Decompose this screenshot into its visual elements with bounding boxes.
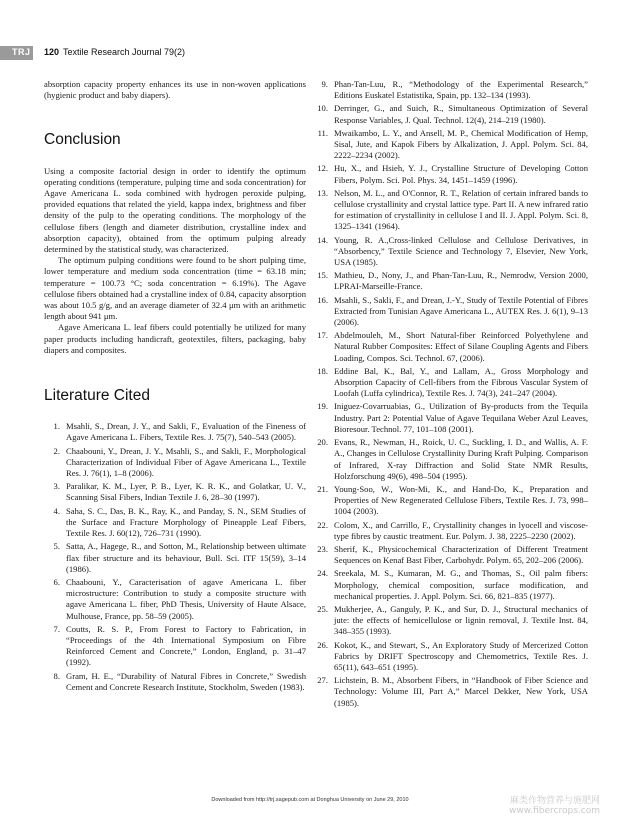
reference-item [44,577,306,622]
watermark [509,796,600,816]
reference-text: Chaabouni, Y., Drean, J. Y., Msahli, S., and Sakli, F., Morphological Characterization of Individual Fiber of Agave Americana L., Textile Res. J. 76(1), 1–8 (2006). [66,445,306,479]
reference-number: 18 . [312,366,328,377]
page-number: 120 [44,47,60,57]
reference-item [312,270,588,292]
reference-number: 12 . [312,163,328,174]
reference-text: Young-Soo, W., Won-Mi, K., and Hand-Do, K., Preparation and Properties of New Regenerated Cellulose Fibers, Textile Res. J. 73, 998–1004 (2003). [334,483,588,517]
reference-number: 14 . [312,235,328,246]
reference-number: 5 . [44,541,60,552]
reference-number: 8 . [44,671,60,682]
watermark-line-1: 麻类作物营养与施肥网 [509,796,600,806]
reference-number: 17 . [312,330,328,341]
reference-item [312,188,588,233]
reference-item [44,446,306,480]
reference-item [312,401,588,435]
download-footer: Downloaded from http://trj.sagepub.com at Donghua University on June 29, 2010 [211,797,409,803]
reference-item [312,128,588,162]
reference-item [312,330,588,364]
reference-item [44,671,306,693]
conclusion-paragraph-1: Using a composite factorial design in order to identify the optimum operating conditions (temperature, pulping time and soda concentration) for Agave Americana L. soda combined with hydrogen peroxide pulping, provided equations that related the yield, kappa index, brightness and fiber density of the pulp to the operating conditions. The morphology of the cellulose fibers (length and diameter distribution, crystalline index and absorption capacity), obtained from the optimum pulping already determined by the statistical study, was characterized. [44,165,306,255]
reference-text: Lichstein, B. M., Absorbent Fibers, in “Handbook of Fiber Science and Technology: Volume III, Part A,” Marcel Dekker, New York, USA (1985). [334,675,588,708]
reference-text: Mwaikambo, L. Y., and Ansell, M. P., Chemical Modification of Hemp, Sisal, Jute, and Kapok Fibers by Alkalization, J. Appl. Polym. Sci. 84, 2222–2234 (2002). [334,127,588,161]
intro-paragraph: absorption capacity property enhances its use in non-woven applications (hygienic product and baby diapers). [44,79,306,101]
reference-text: Satta, A., Hagege, R., and Sotton, M., Relationship between ultimate flax fiber structure and its behaviour, Bull. Sci. ITF 15(59), 3–14 (1986). [66,541,306,574]
reference-text: Colom, X., and Carrillo, F., Crystallinity changes in lyocell and viscose-type fibres by caustic treatment. Eur. Polym. J. 38, 2225–2230 (2002). [334,519,588,541]
reference-item [312,484,588,518]
reference-number: 16 . [312,295,328,306]
reference-text: Msahli, S., Sakli, F., and Drean, J.-Y., Study of Textile Potential of Fibres Extracted from Tunisian Agave Americana L., AUTEX Res. J. 6(1), 9–13 (2006). [334,294,588,328]
reference-text: Sreekala, M. S., Kumaran, M. G., and Thomas, S., Oil palm fibers: Morphology, chemical composition, surface modification, and mechanical properties. J. Appl. Polym. Sci. 66, 821–835 (1977). [334,568,588,601]
reference-list-left [44,421,306,693]
reference-item [312,520,588,542]
reference-number: 21 . [312,484,328,495]
reference-text: Paralikar, K. M., Lyer, P. B., Lyer, K. R. K., and Golatkar, U. V., Scanning Sisal Fibers, Indian Textile J. 6, 28–30 (1997). [66,481,306,503]
reference-number: 7 . [44,624,60,635]
reference-text: Derringer, G., and Suich, R., Simultaneous Optimization of Several Response Variables, J. Qual. Technol. 12(4), 214–219 (1980). [334,103,588,125]
literature-heading: Literature Cited [44,387,150,405]
reference-number: 19 . [312,401,328,412]
reference-item [312,295,588,329]
reference-item [312,437,588,482]
reference-item [312,604,588,638]
reference-text: Phan-Tan-Luu, R., “Methodology of the Experimental Research,” Editions Euskatel Estatistika, Spain, pp. 132–134 (1993). [334,79,588,101]
reference-text: Kokot, K., and Stewart, S., An Exploratory Study of Mercerized Cotton Fabrics by DRIFT Spectroscopy and Chemometrics, Textile Res. J. 65(11), 643–651 (1995). [334,639,588,672]
reference-item [312,103,588,125]
reference-text: Iniguez-Covarruabias, G., Utilization of By-products from the Tequila Industry. Part 2: Potential Value of Agave Tequilana Weber Azul Leaves, Bioresour. Technol. 77, 101–108 (2001). [334,401,588,434]
reference-text: Eddine Bal, K., Bal, Y., and Lallam, A., Gross Morphology and Absorption Capacity of Cell-fibers from the Fibrous Vascular System of Loofah (Luffa cylindrica), Textile Res. J. 74(3), 241–247 (2004). [334,365,588,399]
reference-text: Mukherjee, A., Ganguly, P. K., and Sur, D. J., Structural mechanics of jute: the effects of hemicellulose or lignin removal, J. Textile Inst. 84, 348–355 (1993). [334,603,588,637]
reference-text: Gram, H. E., “Durability of Natural Fibres in Concrete,” Swedish Cement and Concrete Research Institute, Stockholm, Sweden (1983). [66,670,306,692]
reference-text: Chaabouni, Y., Caracterisation of agave Americana L. fiber microstructure: Contribution to study a composite structure with agave Americana L. fiber, PhD Thesis, University of Haute Alsace, Mulhouse, France, pp. 58–59 (2005). [66,576,306,621]
reference-text: Sherif, K., Physicochemical Characterization of Different Treatment Sequences on Kenaf Bast Fiber, Carbohydr. Polym. 65, 202–206 (2006). [334,543,588,566]
reference-item [44,421,306,443]
reference-item [312,675,588,709]
left-column [44,79,306,695]
reference-item [44,541,306,575]
reference-list-right [312,79,588,709]
reference-item [44,481,306,503]
reference-item [312,235,588,269]
reference-number: 4 . [44,506,60,517]
reference-item [312,366,588,400]
reference-item [312,568,588,602]
reference-item [312,640,588,674]
journal-code: TRJ [12,47,31,57]
reference-number: 25 . [312,604,328,615]
reference-number: 13 . [312,188,328,199]
reference-number: 23 . [312,544,328,555]
watermark-line-2: www.fibercrops.com [509,806,600,816]
reference-item [44,624,306,669]
reference-number: 10 . [312,103,328,114]
reference-number: 11 . [312,128,328,139]
conclusion-heading: Conclusion [44,131,121,149]
reference-number: 3 . [44,481,60,492]
reference-text: Saha, S. C., Das, B. K., Ray, K., and Panday, S. N., SEM Studies of the Surface and Fracture Morphology of Pineapple Leaf Fibers, Textile Res. J. 60(12), 726–731 (1990). [66,505,306,539]
reference-number: 24 . [312,568,328,579]
reference-number: 15 . [312,270,328,281]
reference-text: Nelson, M. L., and O'Connor, R. T., Relation of certain infrared bands to cellulose crystallinity and crystal lattice type. Part II. A new infrared ratio for estimation of crystallinity in cellulose I and II. J. Appl. Polym. Sci. 8, 1325–1341 (1964). [334,187,588,232]
reference-number: 26 . [312,640,328,651]
journal-title: Textile Research Journal 79(2) [63,47,186,57]
conclusion-paragraph-2: The optimum pulping conditions were found to be short pulping time, lower temperature and medium soda concentration (time = 63.18 min; temperature = 100.73 °C; soda concentration = 6.19%). The Agave cellulose fibers obtained had a crystalline index of 0.84, capacity absorption was about 10.5 g/g, and an average diameter of 32.4 μm with an arithmetic length about 941 μm. [44,255,306,322]
running-header [0,46,620,60]
reference-item [312,163,588,185]
reference-text: Evans, R., Newman, H., Roick, U. C., Suckling, I. D., and Wallis, A. F. A., Changes in Cellulose Crystallinity During Kraft Pulping. Comparison of Infrared, X-ray Diffraction and Solid State NMR Results, Holzforschung 49(6), 498–504 (1995). [334,437,588,481]
reference-text: Young, R. A.,Cross-linked Cellulose and Cellulose Derivatives, in “Absorbency,” Textile Science and Technology 7, Elsevier, New York, USA (1985). [334,234,588,268]
reference-text: Abdelmouleh, M., Short Natural-fiber Reinforced Polyethylene and Natural Rubber Composites: Effect of Silane Coupling Agents and Fibers Loading, Compos. Sci. Technol. 67, (2006). [334,330,588,363]
right-column [312,79,588,711]
reference-text: Msahli, S., Drean, J. Y., and Sakli, F., Evaluation of the Fineness of Agave Americana L. Fibers, Textile Res. J. 75(7), 540–543 (2005). [66,421,306,443]
conclusion-paragraph-3: Agave Americana L. leaf fibers could potentially be utilized for many paper products including handicraft, geotextiles, filters, packaging, baby diapers and composites. [44,322,306,355]
reference-number: 2 . [44,446,60,457]
reference-number: 22 . [312,520,328,531]
reference-text: Hu, X., and Hsieh, Y. J., Crystalline Structure of Developing Cotton Fibers, Polym. Sci. Pol. Phys. 34, 1451–1459 (1996). [334,163,588,185]
reference-number: 9 . [312,79,328,90]
reference-number: 20 . [312,437,328,448]
reference-number: 6 . [44,577,60,588]
reference-text: Coutts, R. S. P., From Forest to Factory to Fabrication, in “Proceedings of the 4th International Symposium on Fibre Reinforced Cement and Concrete,” London, England, p. 31–47 (1992). [66,623,306,668]
reference-item [312,79,588,101]
reference-item [312,544,588,566]
reference-item [44,506,306,540]
reference-text: Mathieu, D., Nony, J., and Phan-Tan-Luu, R., Nemrodw, Version 2000, LPRAI-Marseille-France. [334,270,588,292]
reference-number: 27 . [312,675,328,686]
reference-number: 1 . [44,421,60,432]
